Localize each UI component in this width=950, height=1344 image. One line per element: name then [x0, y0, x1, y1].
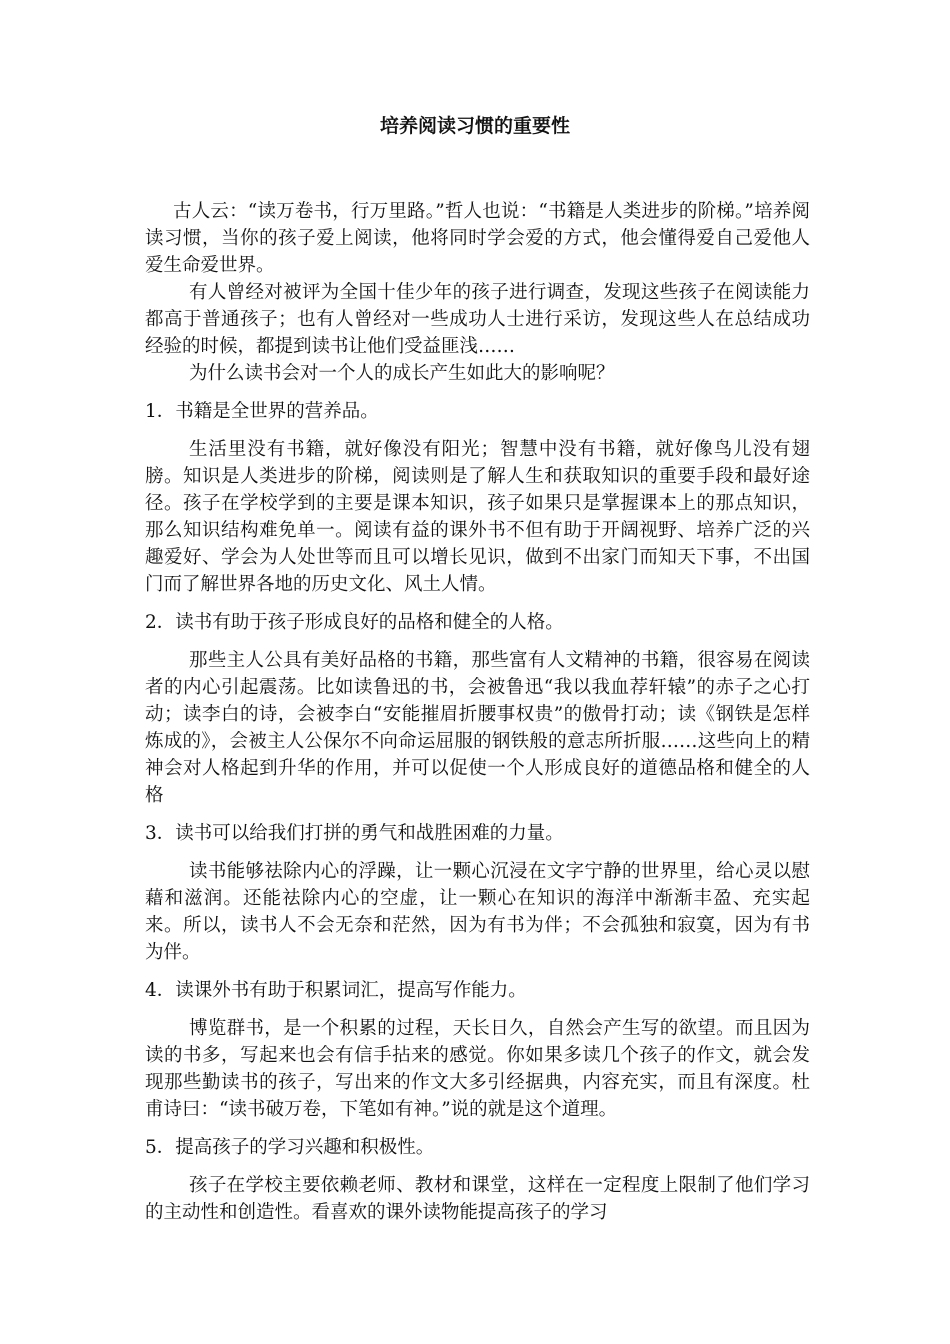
section-heading-3: 3．读书可以给我们打拼的勇气和战胜困难的力量。: [145, 823, 564, 844]
section-body-3: 读书能够祛除内心的浮躁，让一颗心沉浸在文字宁静的世界里，给心灵以慰藉和滋润。还能祛除内心的空虚，让一颗心在知识的海洋中渐渐丰盈、充实起来。所以，读书人不会无奈和茫然，因为有书为伴；不会孤独和寂寞，因为有书为伴。: [145, 861, 810, 963]
section-body-1: 生活里没有书籍，就好像没有阳光；智慧中没有书籍，就好像鸟儿没有翅膀。知识是人类进步的阶梯，阅读则是了解人生和获取知识的重要手段和最好途径。孩子在学校学到的主要是课本知识，孩子如果只是掌握课本上的那点知识，那么知识结构难免单一。阅读有益的课外书不但有助于开阔视野、培养广泛的兴趣爱好、学会为人处世等而且可以增长见识，做到不出家门而知天下事，不出国门而了解世界各地的历史文化、风土人情。: [145, 439, 810, 595]
section-body-5: 孩子在学校主要依赖老师、教材和课堂，这样在一定程度上限制了他们学习的主动性和创造性。看喜欢的课外读物能提高孩子的学习: [145, 1175, 810, 1223]
intro-paragraph-1: 古人云：“读万卷书，行万里路。”哲人也说：“书籍是人类进步的阶梯。”培养阅读习惯，当你的孩子爱上阅读，他将同时学会爱的方式，他会懂得爱自己爱他人爱生命爱世界。: [145, 201, 810, 276]
intro-paragraph-2: 有人曾经对被评为全国十佳少年的孩子进行调查，发现这些孩子在阅读能力都高于普通孩子；也有人曾经对一些成功人士进行采访，发现这些人在总结成功经验的时候，都提到读书让他们受益匪浅……: [145, 282, 810, 357]
section-heading-1: 1．书籍是全世界的营养品。: [145, 401, 379, 422]
section-body-4: 博览群书，是一个积累的过程，天长日久，自然会产生写的欲望。而且因为读的书多，写起来也会有信手拈来的感觉。你如果多读几个孩子的作文，就会发现那些勤读书的孩子，写出来的作文大多引经据典，内容充实，而且有深度。杜甫诗曰：“读书破万卷，下笔如有神。”说的就是这个道理。: [145, 1018, 810, 1120]
intro-paragraph-3: 为什么读书会对一个人的成长产生如此大的影响呢？: [189, 363, 615, 384]
section-heading-5: 5．提高孩子的学习兴趣和积极性。: [145, 1137, 435, 1158]
document-title: 培养阅读习惯的重要性: [379, 115, 570, 137]
section-body-2: 那些主人公具有美好品格的书籍，那些富有人文精神的书籍，很容易在阅读者的内心引起震荡。比如读鲁迅的书，会被鲁迅“我以我血荐轩辕”的赤子之心打动；读李白的诗，会被李白“安能摧眉折腰事权贵”的傲骨打动；读《钢铁是怎样炼成的》，会被主人公保尔不向命运屈服的钢铁般的意志所折服……这些向上的精神会对人格起到升华的作用，并可以促使一个人形成良好的道德品格和健全的人格: [145, 650, 810, 806]
section-heading-2: 2．读书有助于孩子形成良好的品格和健全的人格。: [145, 612, 564, 633]
document-body: [145, 198, 810, 1226]
section-heading-4: 4．读课外书有助于积累词汇，提高写作能力。: [145, 980, 527, 1001]
